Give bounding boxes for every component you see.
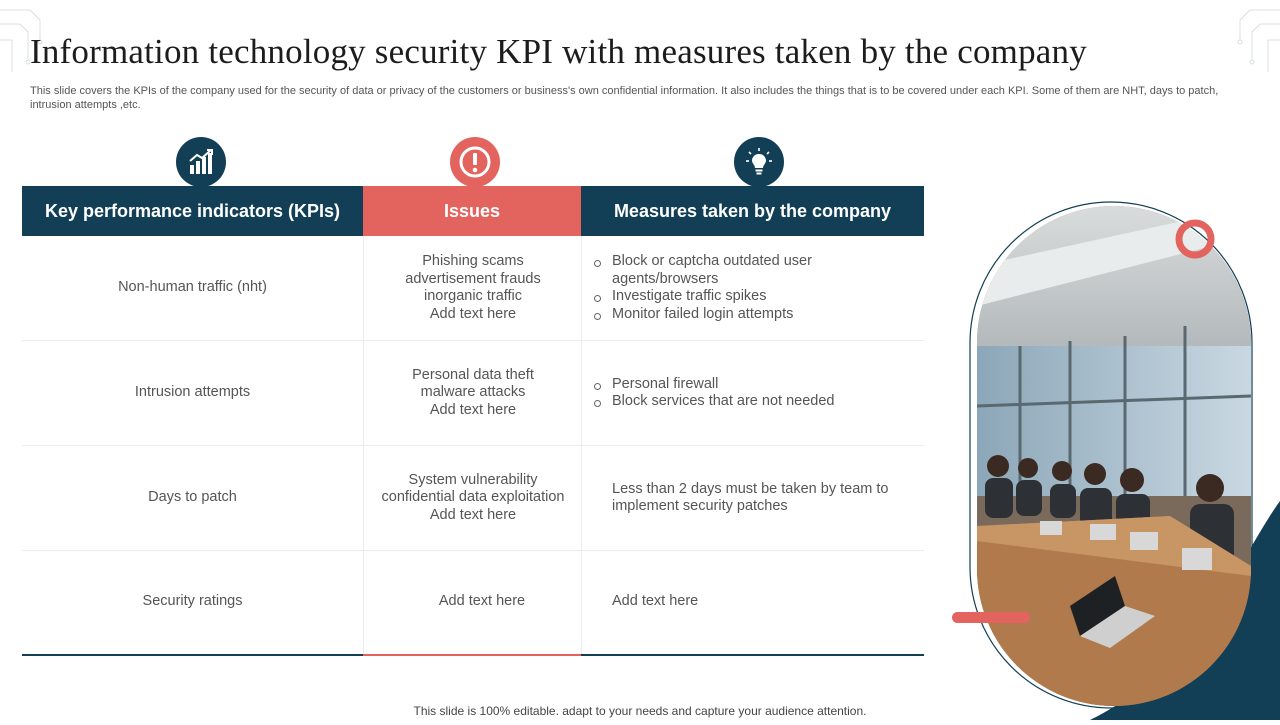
- issues-cell: [363, 236, 582, 340]
- issues-cell: [363, 341, 582, 445]
- lightbulb-icon: [734, 137, 784, 187]
- table-row: [22, 446, 924, 551]
- table-row: [22, 550, 924, 654]
- issue-line: advertisement frauds: [405, 270, 541, 287]
- issue-line: confidential data exploitation: [381, 489, 565, 506]
- table-bottom-border: [363, 654, 581, 656]
- header-measures: Measures taken by the company: [581, 186, 924, 236]
- page-footer: This slide is 100% editable. adapt to your needs and capture your audience attention.: [413, 704, 867, 718]
- table-row: [22, 236, 924, 341]
- measure-item: Block services that are not needed: [612, 393, 835, 409]
- kpi-cell: Non-human traffic (nht): [118, 279, 267, 296]
- growth-chart-icon: [176, 137, 226, 187]
- issue-line: Phishing scams: [422, 253, 524, 269]
- measure-item: Monitor failed login attempts: [612, 306, 882, 324]
- kpi-cell: Days to patch: [148, 489, 237, 506]
- table-bottom-border: [22, 654, 363, 656]
- issue-line: Add text here: [429, 305, 517, 322]
- issue-line: Add text here: [438, 593, 526, 610]
- kpi-cell: Intrusion attempts: [134, 384, 251, 401]
- measure-text: Add text here: [612, 593, 699, 610]
- table-bottom-border: [581, 654, 924, 656]
- page-title: Information technology security KPI with measures taken by the company: [30, 32, 1087, 71]
- header-issues: Issues: [363, 186, 581, 236]
- page-subtitle: This slide covers the KPIs of the company used for the security of data or privacy of the customers or business's own confidential information. It also includes the things that is to be covered under each KPI. Some of them are NHT, days to patch, intrusion attempts ,etc.: [30, 85, 1219, 111]
- issues-cell: [363, 446, 582, 550]
- table-row: [22, 341, 924, 446]
- issue-line: inorganic traffic: [423, 288, 523, 304]
- kpi-cell: Security ratings: [142, 593, 243, 610]
- measure-item: Personal firewall: [612, 376, 834, 394]
- measure-text: Less than 2 days must be taken by team to implement security patches: [612, 480, 889, 514]
- measure-item: Block or captcha outdated user agents/browsers: [612, 253, 882, 288]
- measures-cell: [581, 446, 924, 550]
- issue-line: malware attacks: [420, 384, 526, 401]
- meeting-photo: [940, 196, 1280, 720]
- measure-item: Investigate traffic spikes: [612, 288, 882, 306]
- exclamation-icon: [450, 137, 500, 187]
- header-kpis: Key performance indicators (KPIs): [22, 186, 363, 236]
- measures-cell: [581, 341, 924, 445]
- issue-line: System vulnerability: [408, 471, 538, 488]
- issue-line: Personal data theft: [412, 366, 534, 383]
- measures-cell: [581, 236, 924, 340]
- issue-line: Add text here: [429, 506, 517, 523]
- kpi-table: [22, 186, 924, 656]
- issues-cell: [363, 550, 582, 654]
- measures-cell: [581, 550, 924, 654]
- issue-line: Add text here: [429, 401, 517, 418]
